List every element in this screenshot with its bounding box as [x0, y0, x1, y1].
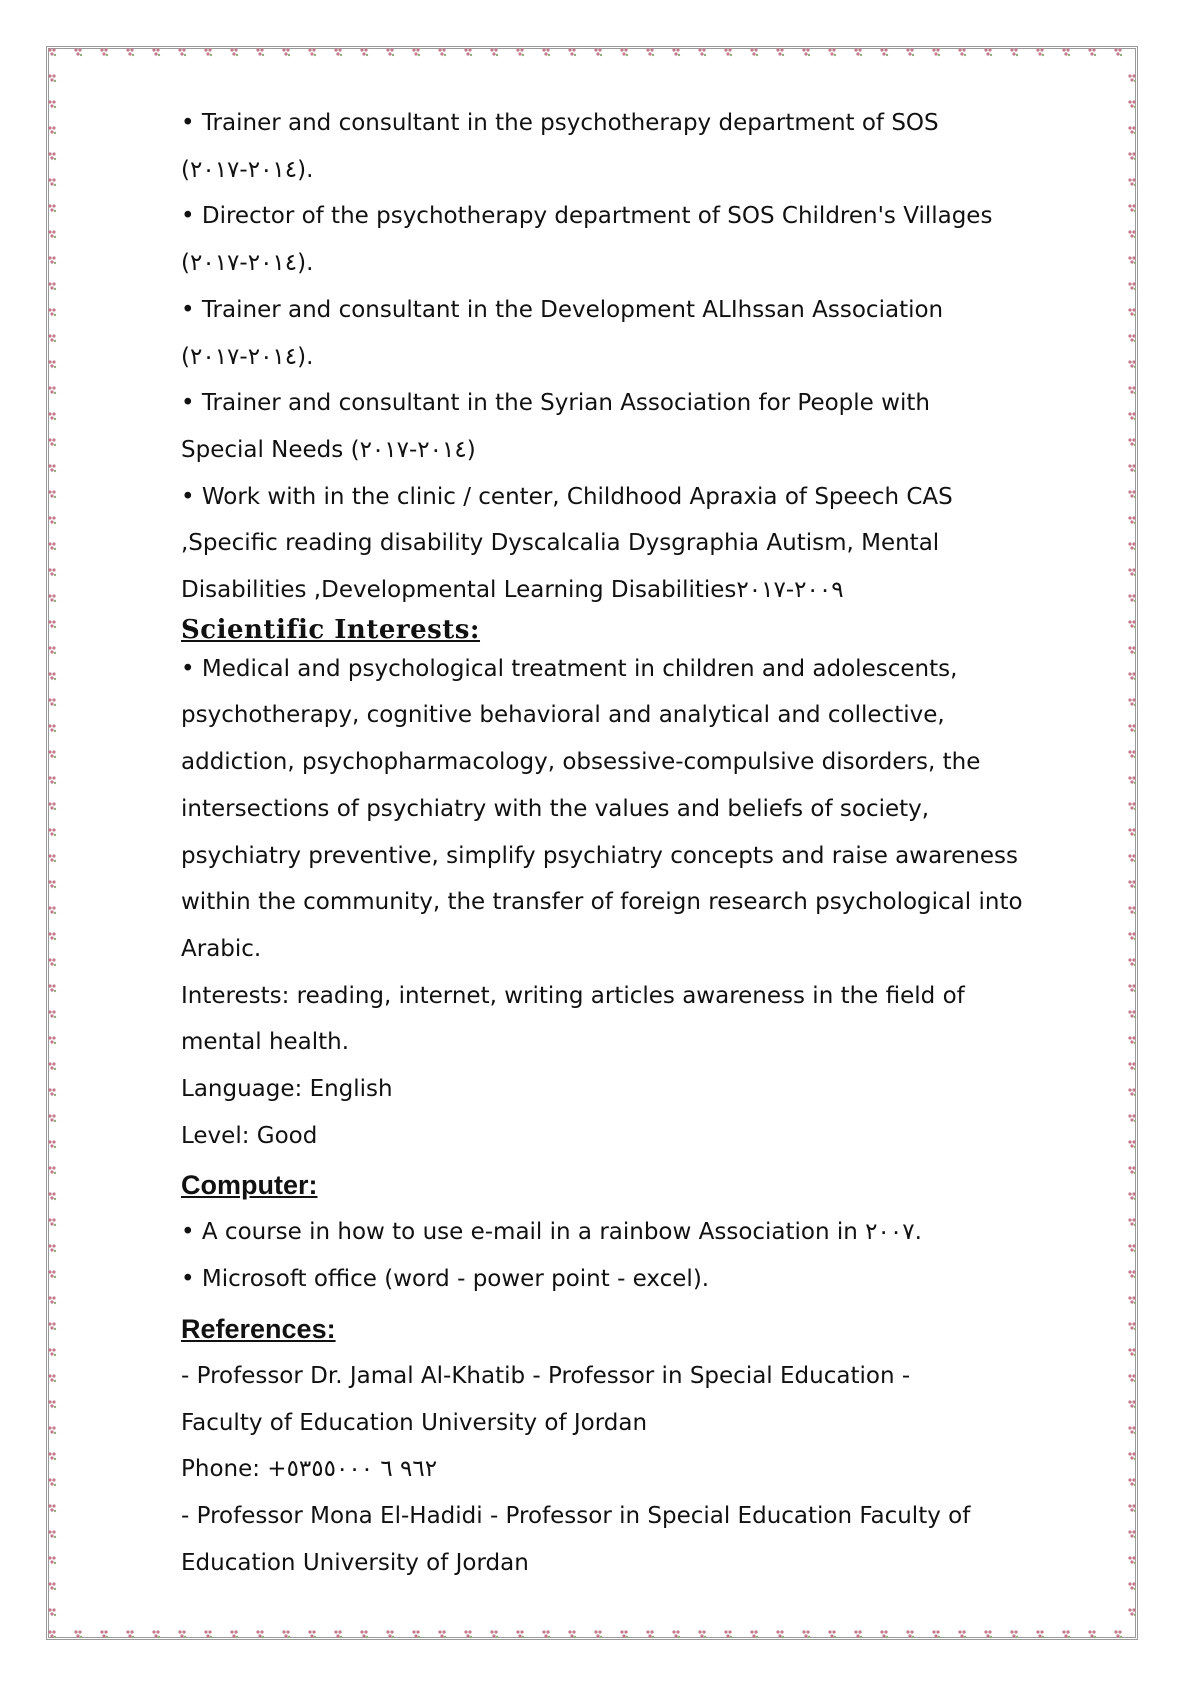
- reference-phone: Phone: +٩٦٢ ٦ ٥٣٥٥٠٠٠: [181, 1456, 438, 1483]
- experience-line: Disabilities ,Developmental Learning Disabilities٢٠٠٩-٢٠١٧: [181, 577, 844, 604]
- reference-line: - Professor Dr. Jamal Al-Khatib - Professor in Special Education -: [181, 1362, 911, 1389]
- reference-line: Faculty of Education University of Jordan: [181, 1409, 648, 1436]
- computer-heading: Computer:: [181, 1170, 318, 1201]
- interests-line: psychotherapy, cognitive behavioral and analytical and collective,: [181, 702, 945, 729]
- reference-line: Education University of Jordan: [181, 1549, 529, 1576]
- experience-line: • Trainer and consultant in the Development ALIhssan Association: [181, 296, 944, 323]
- scientific-interests-heading: Scientific Interests:: [181, 614, 481, 645]
- level-line: Level: Good: [181, 1122, 318, 1149]
- experience-section: [181, 100, 1021, 614]
- experience-line: (٢٠١٤-٢٠١٧).: [181, 343, 314, 370]
- interests-line: mental health.: [181, 1029, 350, 1056]
- experience-line: • Trainer and consultant in the Syrian Association for People with: [181, 390, 930, 417]
- interests-line: Arabic.: [181, 935, 262, 962]
- interests-line: within the community, the transfer of foreign research psychological into: [181, 889, 1023, 916]
- computer-section: [181, 1209, 1021, 1302]
- reference-line: - Professor Mona El-Hadidi - Professor in Special Education Faculty of: [181, 1502, 971, 1529]
- scientific-interests-section: [181, 646, 1021, 1160]
- computer-line: • Microsoft office (word - power point - excel).: [181, 1266, 710, 1293]
- interests-line: addiction, psychopharmacology, obsessive-compulsive disorders, the: [181, 749, 981, 776]
- experience-line: • Trainer and consultant in the psychotherapy department of SOS: [181, 110, 939, 136]
- language-line: Language: English: [181, 1076, 393, 1103]
- experience-line: • Director of the psychotherapy department of SOS Children's Villages: [181, 203, 993, 230]
- interests-line: • Medical and psychological treatment in children and adolescents,: [181, 655, 958, 682]
- cv-content: [181, 100, 1021, 1586]
- experience-line: Special Needs (٢٠١٤-٢٠١٧): [181, 436, 476, 463]
- interests-line: Interests: reading, internet, writing articles awareness in the field of: [181, 982, 965, 1009]
- interests-line: psychiatry preventive, simplify psychiatry concepts and raise awareness: [181, 842, 1018, 869]
- experience-line: ,Specific reading disability Dyscalcalia Dysgraphia Autism, Mental: [181, 530, 940, 557]
- references-section: [181, 1353, 1021, 1587]
- experience-line: (٢٠١٤-٢٠١٧).: [181, 250, 314, 277]
- experience-line: • Work with in the clinic / center, Childhood Apraxia of Speech CAS: [181, 483, 953, 510]
- interests-line: intersections of psychiatry with the values and beliefs of society,: [181, 795, 930, 822]
- references-heading: References:: [181, 1313, 336, 1344]
- computer-line: • A course in how to use e-mail in a rainbow Association in ٢٠٠٧.: [181, 1219, 922, 1246]
- experience-line: (٢٠١٤-٢٠١٧).: [181, 156, 314, 183]
